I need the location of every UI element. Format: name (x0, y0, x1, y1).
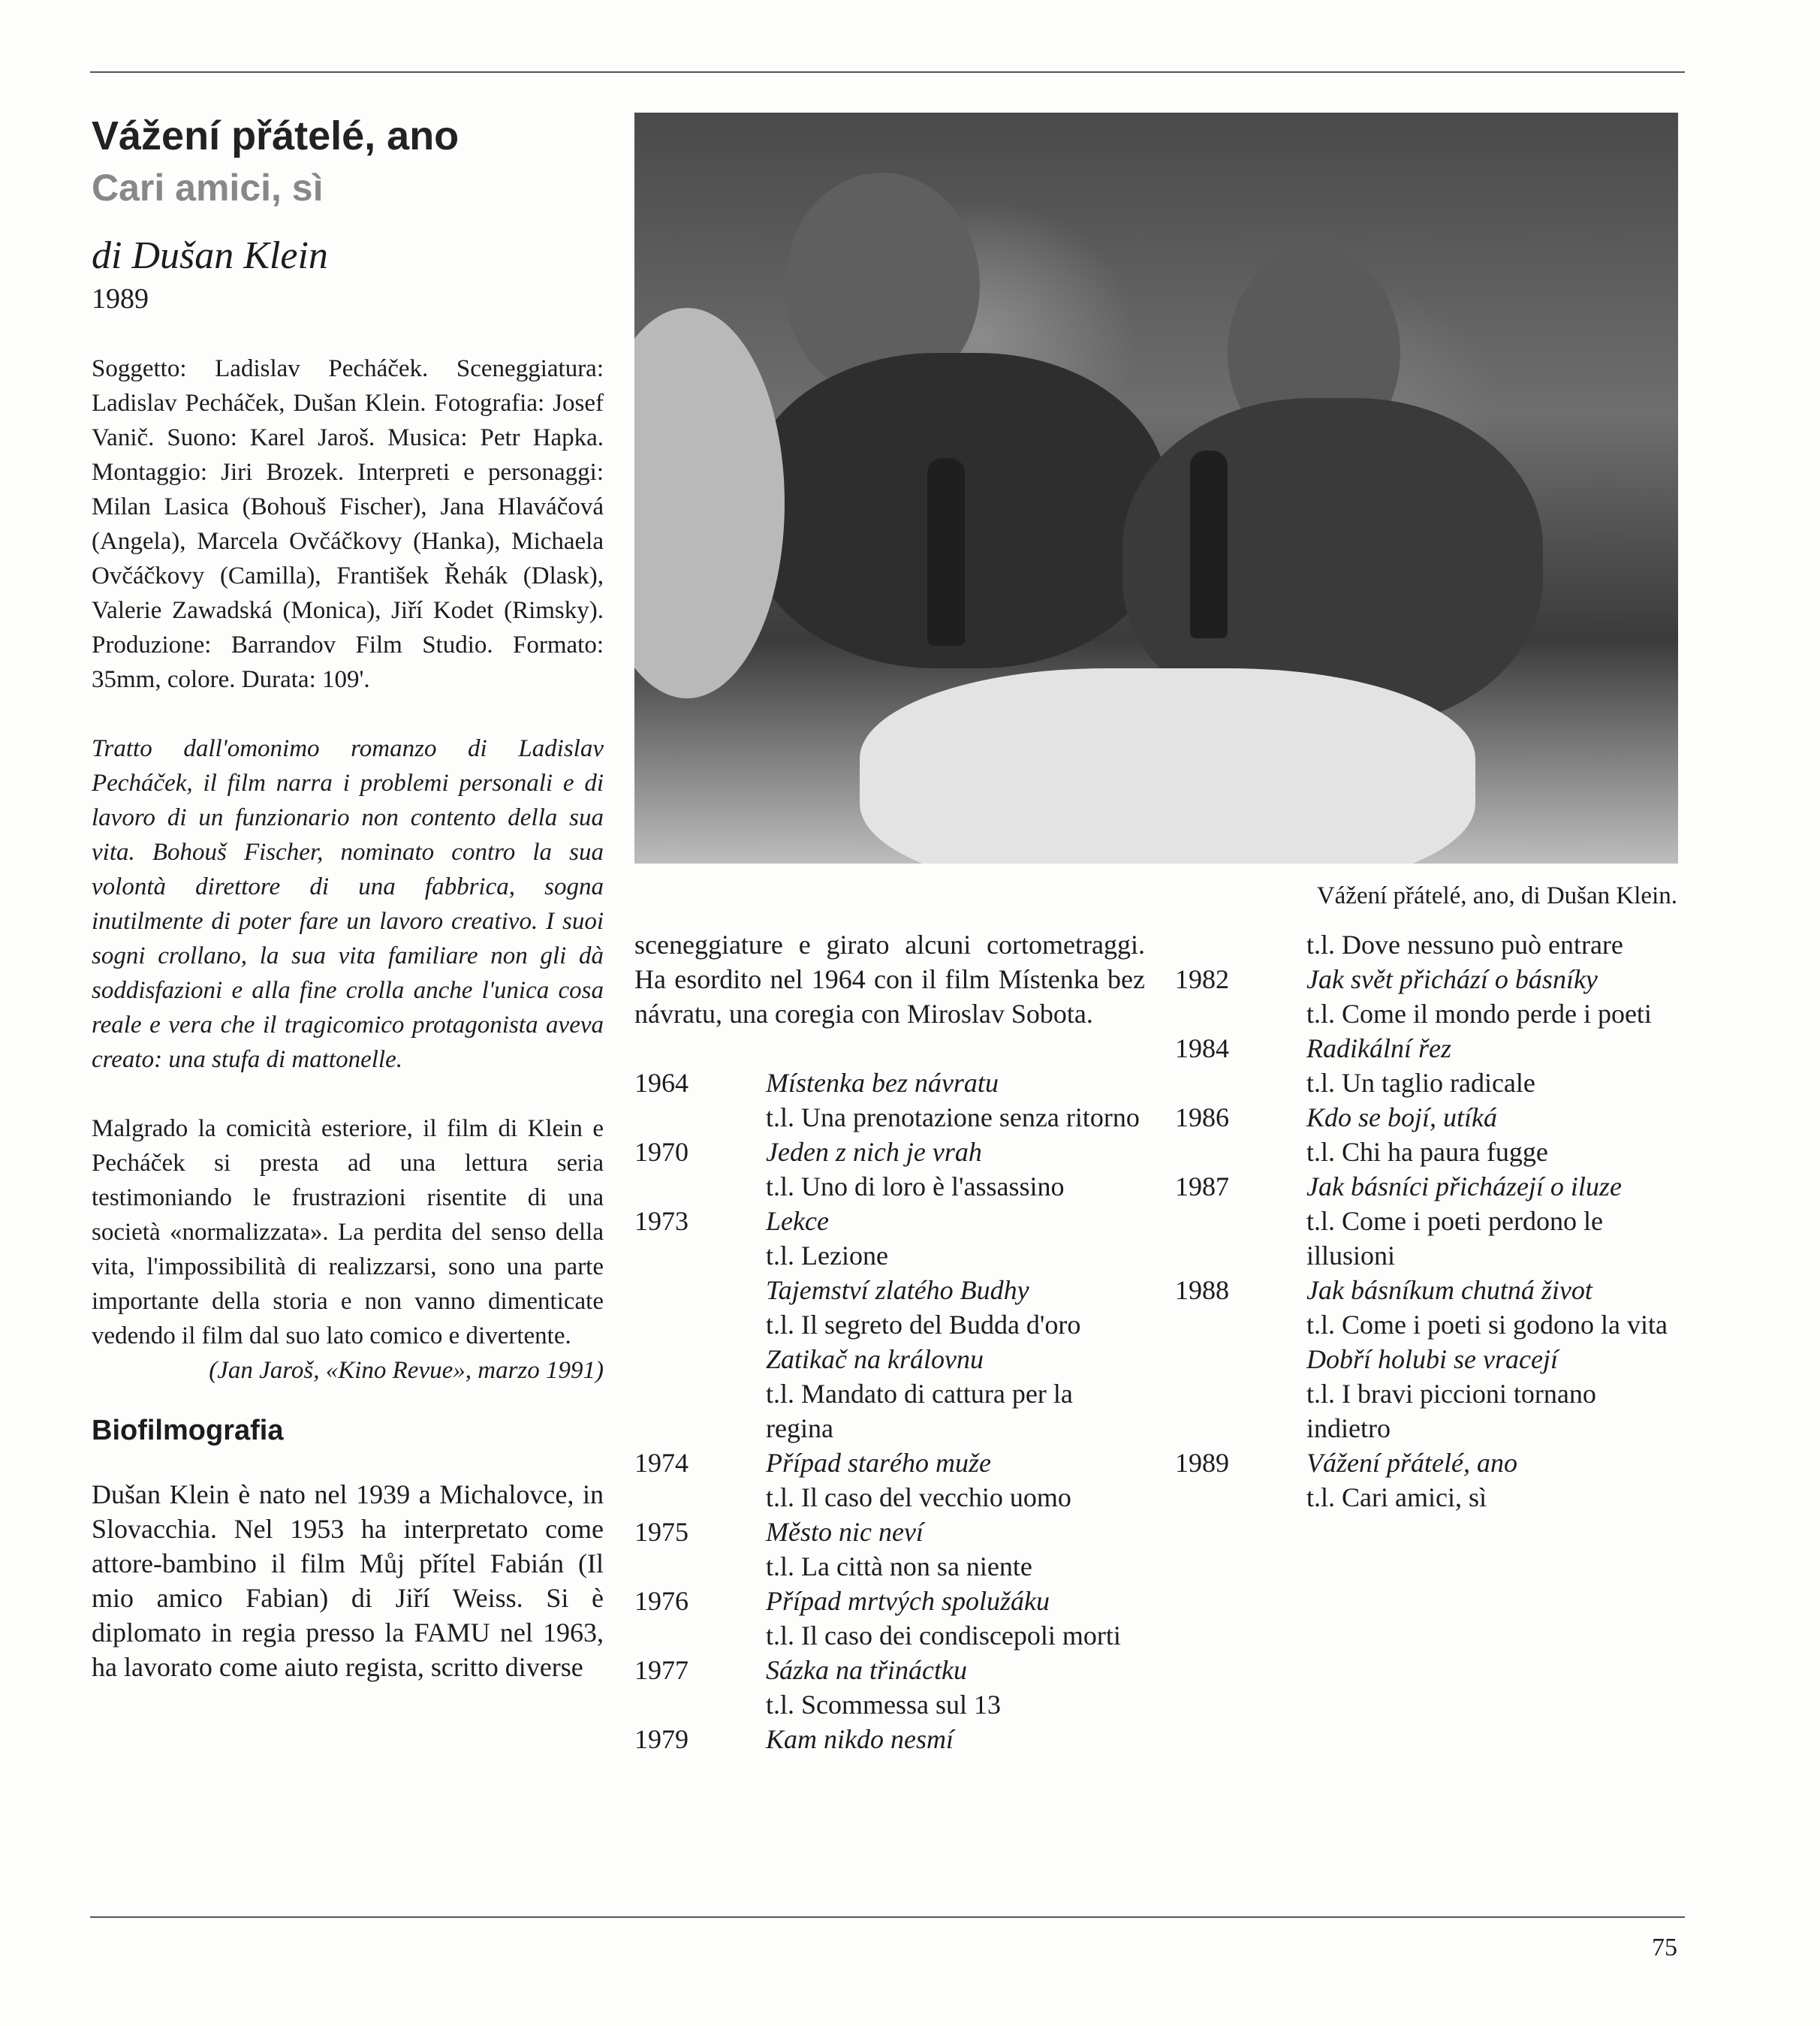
review-source: (Jan Jaroš, «Kino Revue», marzo 1991) (209, 1357, 604, 1385)
photo-caption: Vážení přátelé, ano, di Dušan Klein. (1316, 882, 1677, 909)
filmography-entry: 1986 Kdo se bojí, utíká t.l. Chi ha paura fugge (1175, 1102, 1548, 1167)
top-rule (90, 71, 1685, 73)
review-text: Malgrado la comicità esteriore, il film di Klein e Pecháček si presta ad una lettura seria testimoniando le frustrazioni risentite di una società «normalizzata». La perdita del senso della vita, l'impossibilità di realizzarsi, sono una parte importante della storia e non vanno dimenticate vedendo il film dal suo lato comico e divertente. (92, 1115, 604, 1350)
filmography-entry: t.l. Dove nessuno può entrare (1306, 930, 1623, 960)
filmography-entry: 1976 Případ mrtvých spolužáku t.l. Il caso dei condiscepoli morti (634, 1586, 1121, 1651)
director-byline: di Dušan Klein (92, 234, 328, 278)
film-italian-title: Cari amici, sì (92, 167, 324, 210)
bio-text-continued: sceneggiature e girato alcuni cortometraggi. Ha esordito nel 1964 con il film Místenka bez návratu, una coregia con Miroslav Sobota. (634, 930, 1145, 1029)
filmography-entry: 1989 Vážení přátelé, ano t.l. Cari amici, sì (1175, 1448, 1517, 1512)
film-synopsis: Tratto dall'omonimo romanzo di Ladislav Pecháček, il film narra i problemi personali e di lavoro di un funzionario non contento della sua vita. Bohouš Fischer, nominato contro la sua volontà direttore di una fabbrica, sogna inutilmente di poter fare un lavoro creativo. I suoi sogni crollano, la sua vita familiare non gli dà soddisfazioni e alla fine crolla anche l'unica cosa reale e vera che il tragicomico protagonista aveva creato: una stufa di mattonelle. (92, 735, 604, 1074)
film-title: Vážení přátelé, ano (92, 113, 460, 158)
film-still-photo (634, 113, 1678, 864)
bottom-rule (90, 1916, 1685, 1918)
filmography-entry: Zatikač na královnu t.l. Mandato di cattura per la regina (766, 1344, 1073, 1443)
filmography-entry: 1987 Jak básníci přicházejí o iluze t.l. Come i poeti perdono le illusioni (1175, 1171, 1622, 1271)
filmography-entry: Dobří holubi se vracejí t.l. I bravi piccioni tornano indietro (1306, 1344, 1596, 1443)
filmography-entry: 1964 Místenka bez návratu t.l. Una prenotazione senza ritorno (634, 1068, 1140, 1132)
filmography-entry: 1977 Sázka na třináctku t.l. Scommessa sul 13 (634, 1655, 1001, 1720)
filmography-list-right (1175, 927, 1686, 1515)
middle-column (634, 927, 1145, 1756)
filmography-entry: 1970 Jeden z nich je vrah t.l. Uno di loro è l'assassino (634, 1137, 1065, 1201)
filmography-entry: 1984 Radikální řez t.l. Un taglio radicale (1175, 1033, 1535, 1098)
filmography-entry: 1979 Kam nikdo nesmí (634, 1724, 954, 1754)
filmography-entry: 1974 Případ starého muže t.l. Il caso del vecchio uomo (634, 1448, 1071, 1512)
filmography-entry: 1975 Město nic neví t.l. La città non sa niente (634, 1517, 1032, 1581)
left-column (92, 113, 604, 1711)
filmography-entry: 1988 Jak básníkum chutná život t.l. Come i poeti si godono la vita (1175, 1275, 1668, 1340)
bio-heading: Biofilmografia (92, 1415, 284, 1447)
page-number: 75 (1652, 1934, 1677, 1961)
filmography-entry: Tajemství zlatého Budhy t.l. Il segreto del Budda d'oro (766, 1275, 1081, 1340)
film-credits: Soggetto: Ladislav Pecháček. Sceneggiatura: Ladislav Pecháček, Dušan Klein. Fotografia: Josef Vanič. Suono: Karel Jaroš. Musica: Petr Hapka. Montaggio: Jiri Brozek. Interpreti e personaggi: Milan Lasica (Bohouš Fischer), Jana Hlaváčová (Angela), Marcela Ovčáčkovy (Hanka), Michaela Ovčáčkovy (Camilla), František Řehák (Dlask), Valerie Zawadská (Monica), Jiří Kodet (Rimsky). Produzione: Barrandov Film Studio. Formato: 35mm, colore. Durata: 109'. (92, 355, 604, 694)
filmography-list-mid (634, 1066, 1145, 1756)
right-column (1175, 927, 1686, 1515)
filmography-entry: 1982 Jak svět přichází o básníky t.l. Come il mondo perde i poeti (1175, 964, 1652, 1029)
bio-text: Dušan Klein è nato nel 1939 a Michalovce, in Slovacchia. Nel 1953 ha interpretato come attore-bambino il film Můj přítel Fabián (Il mio amico Fabian) di Jiří Weiss. Si è diplomato in regia presso la FAMU nel 1963, ha lavorato come aiuto regista, scritto diverse (92, 1479, 604, 1683)
filmography-entry: 1973 Lekce t.l. Lezione (634, 1206, 888, 1271)
film-year: 1989 (92, 283, 149, 315)
